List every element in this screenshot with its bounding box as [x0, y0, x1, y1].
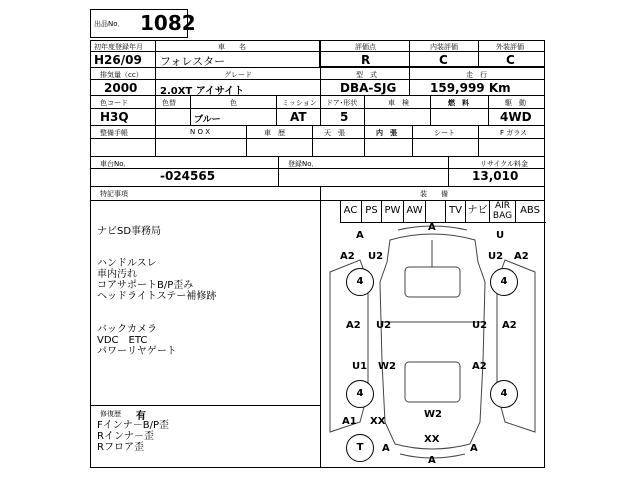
damage-code: U2 — [488, 251, 504, 262]
drive-value: 4WD — [500, 110, 532, 124]
nox-label: N O X — [190, 128, 210, 136]
tire-front-right: 4 — [490, 268, 518, 296]
equip-ps: PS — [362, 200, 382, 222]
damage-code: A — [356, 230, 364, 241]
ext-value: C — [506, 53, 515, 67]
repair-item: Rフロア歪 — [97, 442, 144, 453]
equip-pw: PW — [382, 200, 404, 222]
equip-navi: ナビ — [466, 200, 490, 222]
seat-label: シート — [434, 129, 455, 137]
equipment-header: 装 備 — [420, 190, 448, 198]
drive-label: 駆 動 — [505, 99, 526, 107]
grade-value: 2.0XT アイサイト — [160, 86, 245, 97]
mileage-label: 走 行 — [466, 71, 487, 79]
car-value: フォレスター — [160, 55, 226, 68]
color-type-label: 色替 — [162, 99, 176, 107]
regno-label: 登録No． — [288, 160, 319, 168]
damage-code: A1 — [342, 416, 357, 427]
disp-label: 排気量（cc） — [100, 71, 143, 79]
notes-header: 特記事項 — [100, 190, 128, 198]
note-item: コアサポートB/P歪み — [97, 280, 194, 291]
damage-code: U2 — [368, 251, 384, 262]
model-label: 型 式 — [356, 71, 377, 79]
car-label: 車 名 — [218, 43, 246, 51]
manual-label: 整備手帳 — [100, 129, 128, 137]
damage-code: U2 — [472, 320, 488, 331]
repair-item: Rインナ－歪 — [97, 431, 154, 442]
tire-rear-left: 4 — [346, 380, 374, 408]
color-code-label: 色コード — [100, 99, 128, 107]
repair-item: Fインナ－B/P歪 — [97, 420, 170, 431]
damage-code: A — [428, 455, 436, 466]
score-label: 評価点 — [355, 43, 376, 51]
note-item: パワーリヤゲート — [97, 346, 177, 357]
mileage-value: 159,999 Km — [430, 81, 511, 95]
damage-code: XX — [370, 416, 386, 427]
model-value: DBA-SJG — [340, 81, 397, 95]
notes-line1: ナビSD事務局 — [97, 226, 162, 237]
damage-code: U2 — [376, 320, 392, 331]
chassis-value: -024565 — [160, 169, 216, 183]
chassis-label: 車台No． — [100, 160, 131, 168]
int-label: 内装評価 — [430, 43, 458, 51]
color-label: 色 — [230, 99, 237, 107]
reg-value: H26/09 — [94, 53, 142, 67]
sunroof-label: 天 張 — [324, 129, 345, 137]
equip-tv: TV — [446, 200, 466, 222]
disp-value: 2000 — [104, 81, 138, 95]
damage-code: A — [382, 443, 390, 454]
equip-airbag: AIR BAG — [490, 200, 516, 222]
repair-value: 有 — [136, 411, 146, 422]
equip-abs: ABS — [520, 205, 540, 216]
grade-label: グレード — [224, 71, 252, 79]
fuel-label: 燃 料 — [448, 99, 469, 107]
color-value: ブルー — [194, 115, 221, 125]
history-label: 車 歴 — [264, 129, 285, 137]
damage-code: W2 — [378, 361, 396, 372]
equip-aw: AW — [404, 200, 426, 222]
repair-items — [97, 420, 169, 453]
damage-code: U1 — [352, 361, 368, 372]
tire-front-left: 4 — [346, 268, 374, 296]
lot-number: 1082 — [140, 11, 196, 35]
spare-tire: T — [346, 434, 374, 462]
note-item: ヘッドライトステー補修跡 — [97, 291, 217, 302]
damage-code: A — [428, 222, 436, 233]
door-label: ドア･形状 — [326, 99, 358, 107]
damage-code: A2 — [472, 361, 487, 372]
damage-code: A2 — [346, 320, 361, 331]
interior-label: 内 張 — [376, 129, 397, 137]
int-value: C — [439, 53, 448, 67]
score-value: R — [361, 53, 371, 67]
note-item: VDC ETC — [97, 335, 148, 346]
damage-code: W2 — [424, 409, 442, 420]
damage-code: XX — [424, 434, 440, 445]
damage-code: A — [470, 443, 478, 454]
door-value: 5 — [340, 110, 349, 124]
notes-block2 — [97, 258, 216, 302]
equip-ac: AC — [340, 200, 362, 222]
ext-label: 外装評価 — [496, 43, 524, 51]
recycle-value: 13,010 — [472, 169, 519, 183]
mission-value: AT — [290, 110, 307, 124]
notes-block3 — [97, 324, 177, 357]
equip-blank — [426, 200, 446, 222]
repair-label: 修復歴 — [100, 410, 121, 418]
inspect-label: 車 検 — [388, 99, 409, 107]
lot-label: 出品No． — [94, 20, 125, 28]
recycle-label: リサイクル料金 — [480, 160, 529, 168]
note-item: ハンドルスレ — [97, 258, 157, 269]
note-item: バックカメラ — [97, 324, 157, 335]
fglass-label: F ガラス — [500, 129, 528, 137]
damage-code: A2 — [514, 251, 529, 262]
tire-rear-right: 4 — [490, 380, 518, 408]
reg-label: 初年度登録年月 — [94, 43, 143, 51]
mission-label: ミッション — [282, 99, 317, 107]
note-item: 車内汚れ — [97, 269, 137, 280]
damage-code: A2 — [502, 320, 517, 331]
color-code-value: H3Q — [100, 110, 129, 124]
damage-code: U — [496, 230, 505, 241]
damage-code: A2 — [340, 251, 355, 262]
